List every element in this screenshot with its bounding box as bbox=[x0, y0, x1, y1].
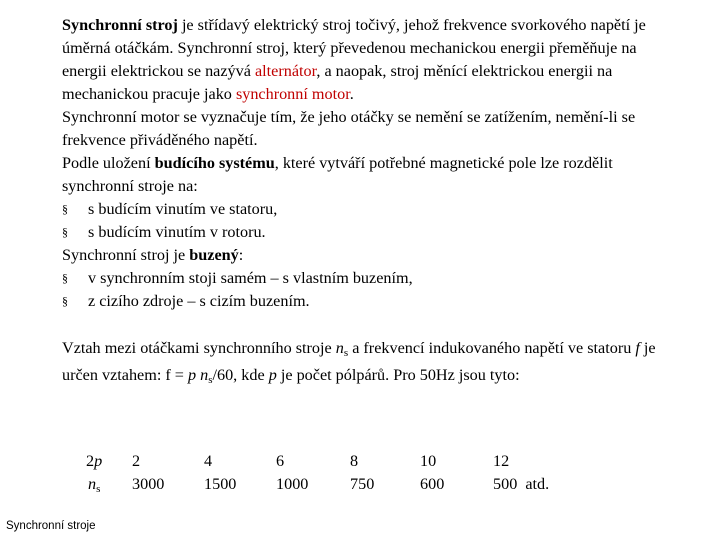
paragraph-text: Podle uložení bbox=[62, 154, 155, 172]
label-var-p: p bbox=[94, 452, 103, 470]
paragraph-text: /60, kde bbox=[212, 366, 269, 384]
pole-count: 4 bbox=[204, 452, 213, 470]
table-column bbox=[420, 450, 444, 496]
symbol-f: f bbox=[635, 339, 640, 357]
pole-count: 6 bbox=[276, 452, 285, 470]
list-item bbox=[62, 198, 662, 221]
row-label-2p bbox=[86, 450, 102, 473]
symbol-sub-s: s bbox=[208, 374, 213, 386]
label-var-n: n bbox=[88, 475, 97, 493]
paragraph-text: , které vytváří potřebné magnetické pole lze rozdělit synchronní stroje na: bbox=[62, 154, 613, 195]
label-sub-s: s bbox=[96, 483, 101, 495]
paragraph-text: : bbox=[238, 246, 244, 264]
paragraph-text: a frekvencí indukovaného napětí ve statoru bbox=[348, 339, 636, 357]
list-item-text: z cizího zdroje – s cizím buzením. bbox=[88, 292, 310, 310]
term-synchronni-stroj: Synchronní stroj bbox=[62, 16, 178, 34]
symbol-n: n bbox=[335, 339, 344, 357]
footer-label: Synchronní stroje bbox=[6, 520, 96, 532]
paragraph-text: je určen vztahem: f = bbox=[62, 339, 656, 384]
speed-value: 1500 bbox=[204, 475, 237, 493]
list-item bbox=[62, 267, 662, 290]
list-item-text: v synchronním stoji samém – s vlastním buzením, bbox=[88, 269, 413, 287]
symbol-p: p bbox=[187, 366, 197, 384]
row-label-ns bbox=[86, 473, 102, 496]
speed-value: 500 atd. bbox=[493, 475, 550, 493]
list-item bbox=[62, 290, 662, 313]
term-synchronni-motor: synchronní motor bbox=[235, 85, 350, 103]
speed-value: 750 bbox=[350, 475, 375, 493]
pole-count: 10 bbox=[420, 452, 437, 470]
paragraph-text: je střídavý elektrický stroj točivý, jehož frekvence svorkového napětí je úměrná otáčkám. Synchronní stroj, který převedenou mechanickou energii přeměňuje na energii elektrickou se nazývá bbox=[62, 16, 646, 80]
pole-count: 2 bbox=[132, 452, 141, 470]
paragraph-text: , a naopak, stroj měnící elektrickou energii na mechanickou pracuje jako bbox=[62, 62, 613, 103]
spacer bbox=[62, 313, 662, 335]
symbol-p: p bbox=[268, 366, 277, 384]
table-column bbox=[350, 450, 374, 496]
table-row-labels bbox=[86, 450, 102, 496]
speed-value: 1000 bbox=[276, 475, 309, 493]
paragraph-text: Vztah mezi otáčkami synchronního stroje bbox=[62, 339, 336, 357]
bullet-icon: § bbox=[62, 225, 68, 239]
speed-value: 3000 bbox=[132, 475, 165, 493]
paragraph-text: je počet pólpárů. Pro 50Hz jsou tyto: bbox=[276, 366, 520, 384]
slide-content bbox=[62, 14, 662, 389]
bullet-icon: § bbox=[62, 202, 68, 216]
pole-count: 12 bbox=[493, 452, 510, 470]
pole-count: 8 bbox=[350, 452, 359, 470]
table-column bbox=[204, 450, 236, 496]
paragraph-text: Synchronní stroj je bbox=[62, 246, 190, 264]
term-buzeny: buzený bbox=[189, 246, 239, 264]
paragraph-formula bbox=[62, 335, 662, 389]
paragraph-text: . bbox=[349, 85, 354, 103]
list-item bbox=[62, 221, 662, 244]
paragraph-excited bbox=[62, 244, 662, 267]
table-column bbox=[132, 450, 164, 496]
term-budici-system: budícího systému bbox=[154, 154, 275, 172]
symbol-n: n bbox=[200, 366, 209, 384]
paragraph-excitation bbox=[62, 152, 662, 198]
table-column bbox=[276, 450, 308, 496]
speed-value: 600 bbox=[420, 475, 445, 493]
bullet-icon: § bbox=[62, 271, 68, 285]
paragraph-definition bbox=[62, 14, 662, 106]
list-item-text: s budícím vinutím ve statoru, bbox=[88, 200, 278, 218]
paragraph-motor: Synchronní motor se vyznačuje tím, že jeho otáčky se nemění se zatížením, nemění-li se frekvence přiváděného napětí. bbox=[62, 108, 636, 149]
bullet-icon: § bbox=[62, 294, 68, 308]
list-item-text: s budícím vinutím v rotoru. bbox=[88, 223, 266, 241]
term-alternator: alternátor bbox=[254, 62, 317, 80]
table-column bbox=[493, 450, 549, 496]
symbol-sub-s: s bbox=[343, 347, 349, 359]
label-prefix: 2 bbox=[86, 452, 95, 470]
